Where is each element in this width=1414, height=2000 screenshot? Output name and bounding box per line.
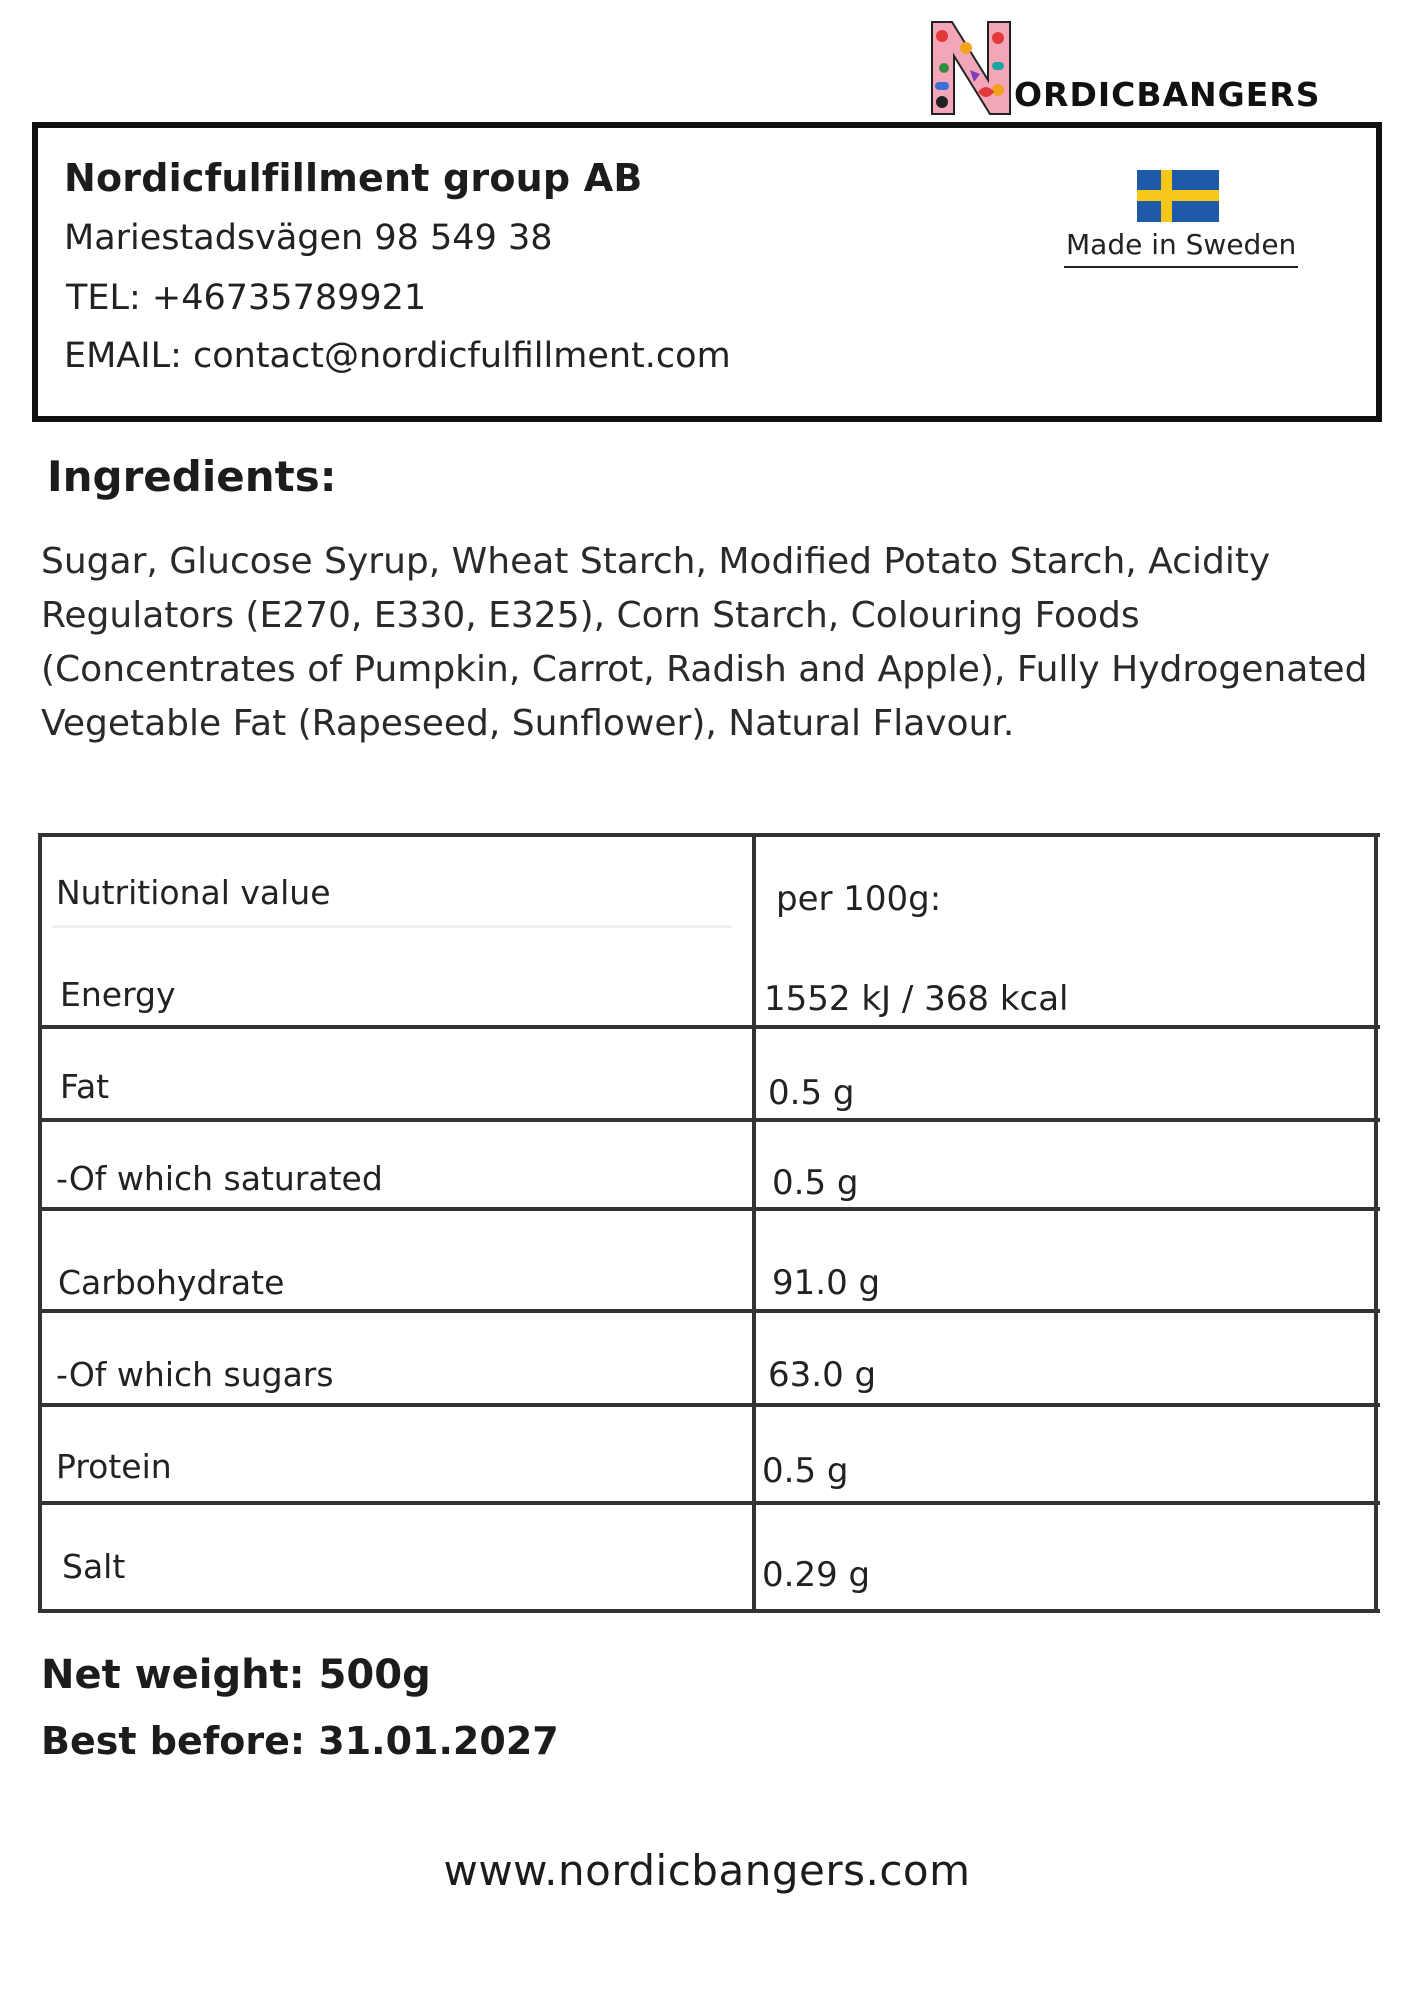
candy-letter-n-icon <box>926 18 1016 118</box>
nutrition-row-value: 91.0 g <box>772 1263 881 1303</box>
nutrition-row-label: Energy <box>60 975 176 1014</box>
nutrition-row-label: Fat <box>60 1067 110 1106</box>
header-separator <box>52 925 732 928</box>
nutrition-header-value: per 100g: <box>776 879 942 919</box>
nutrition-row-label: Salt <box>62 1547 126 1586</box>
company-info-box <box>32 122 1382 422</box>
table-row-divider <box>38 1118 1380 1122</box>
nutrition-row-value: 1552 kJ / 368 kcal <box>764 979 1069 1019</box>
table-row-divider <box>38 1501 1380 1505</box>
best-before-date: Best before: 31.01.2027 <box>41 1719 559 1763</box>
table-border-bottom <box>38 1609 1380 1613</box>
nutrition-row-value: 0.5 g <box>762 1451 849 1491</box>
made-in-sweden-label: Made in Sweden <box>1066 228 1297 261</box>
table-row-divider <box>38 1309 1380 1313</box>
table-column-divider <box>752 833 756 1613</box>
table-border-right <box>1374 833 1378 1613</box>
sweden-flag-icon <box>1137 170 1219 222</box>
made-in-underline <box>1064 266 1298 268</box>
nutrition-header-label: Nutritional value <box>56 873 331 912</box>
ingredients-text: Sugar, Glucose Syrup, Wheat Starch, Modified Potato Starch, Acidity Regulators (E270, E330, E325), Corn Starch, Colouring Foods (Concentrates of Pumpkin, Carrot, Radish and Apple), Fully Hydrogenated Vegetable Fat (Rapeseed, Sunflower), Natural Flavour. <box>41 541 1368 744</box>
net-weight: Net weight: 500g <box>41 1652 431 1698</box>
company-name: Nordicfulfillment group AB <box>64 156 643 200</box>
table-row-divider <box>38 1025 1380 1029</box>
nutrition-row-label: -Of which saturated <box>56 1159 383 1198</box>
table-row-divider <box>38 1403 1380 1407</box>
company-phone: TEL: +46735789921 <box>66 278 427 318</box>
nutrition-row-value: 0.5 g <box>772 1163 859 1203</box>
nutrition-row-value: 0.29 g <box>762 1555 871 1595</box>
nordicbangers-logo <box>926 18 1321 128</box>
company-email: EMAIL: contact@nordicfulfillment.com <box>64 336 731 376</box>
table-border-top <box>38 833 1380 837</box>
logo-wordmark: ORDICBANGERS <box>1014 75 1321 114</box>
company-address: Mariestadsvägen 98 549 38 <box>64 218 553 258</box>
ingredients-heading: Ingredients: <box>47 452 337 501</box>
nutrition-row-label: -Of which sugars <box>56 1355 334 1394</box>
nutrition-row-value: 63.0 g <box>768 1355 877 1395</box>
nutrition-table <box>38 833 1380 1613</box>
table-row-divider <box>38 1207 1380 1211</box>
table-border-left <box>38 833 42 1613</box>
nutrition-row-value: 0.5 g <box>768 1073 855 1113</box>
website-url: www.nordicbangers.com <box>443 1846 971 1895</box>
nutrition-row-label: Protein <box>56 1447 172 1486</box>
nutrition-row-label: Carbohydrate <box>58 1263 285 1302</box>
